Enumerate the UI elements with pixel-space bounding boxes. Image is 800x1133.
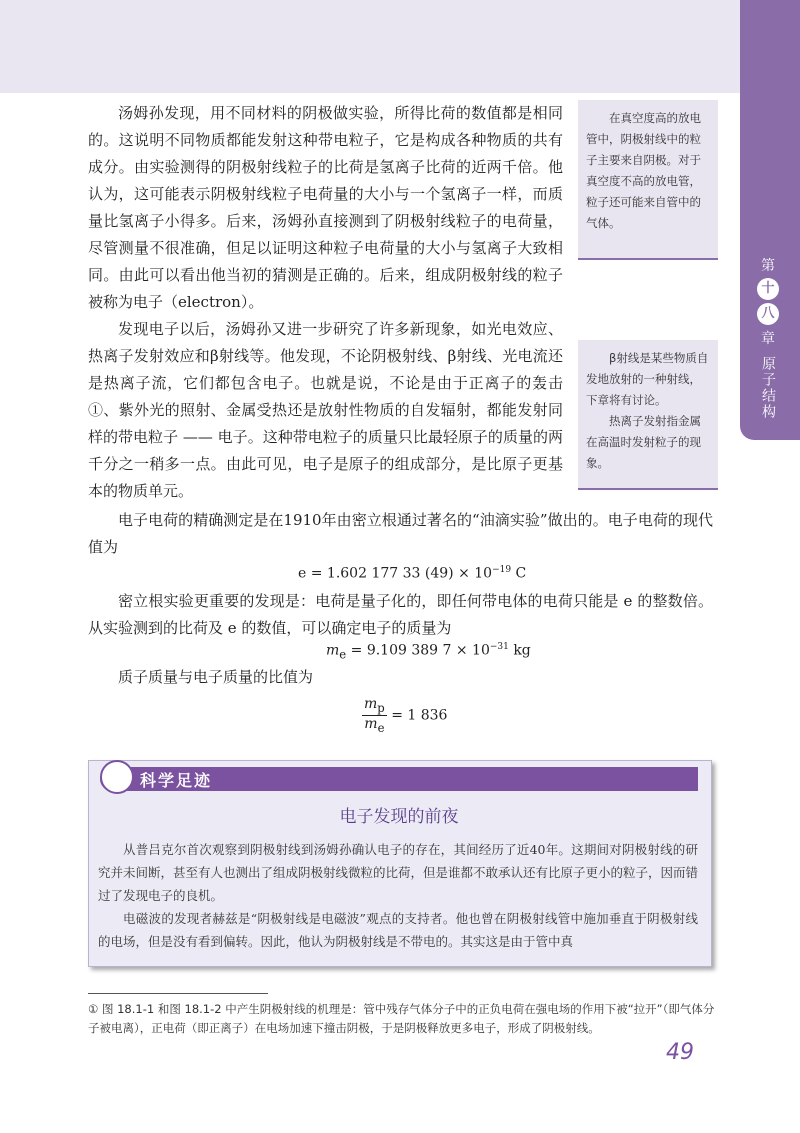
- chapter-title: 原子结构: [760, 356, 776, 420]
- chapter-number-ten: 十: [757, 278, 779, 300]
- footnote: ① 图 18.1-1 和图 18.1-2 中产生阴极射线的机理是：管中残存气体分子中的正负电荷在强电场的作用下被“拉开”（即气体分子被电离），正电荷（即正离子）在电场加速下撞击阴极，于是阴极释放更多电子，形成了阴极射线。: [88, 1002, 715, 1035]
- formula-mass-ratio: $\frac{m_p}{m_e}$ = 1 836: [364, 696, 448, 735]
- paragraph-ratio: 质子质量与电子质量的比值为: [118, 668, 314, 686]
- formula-electron-mass: $m_e = 9.109$ 389 $7 \times 10^{-31}$ kg: [326, 642, 531, 662]
- chapter-zhang: 章: [761, 331, 775, 347]
- paragraph-thomson-discovery: 汤姆孙发现，用不同材料的阴极做实验，所得比荷的数值都是相同的。这说明不同物质都能发射这种带电粒子，它是构成各种物质的共有成分。由实验测得的阴极射线粒子的比荷是氢离子比荷的近两千倍。他认为，这可能表示阴极射线粒子电荷量的大小与一个氢离子一样，而质量比氢离子小得多。后来，汤姆孙直接测到了阴极射线粒子的电荷量，尽管测量不很准确，但足以证明这种粒子电荷量的大小与氢离子大致相同。由此可以看出他当初的猜测是正确的。后来，组成阴极射线的粒子被称为电子（electron）。: [88, 104, 563, 311]
- page-number: 49: [666, 1040, 694, 1065]
- paragraph-millikan: 电子电荷的精确测定是在1910年由密立根通过著名的“油滴实验”做出的。电子电荷的现代值为: [88, 511, 713, 556]
- science-box-title: 电子发现的前夜: [339, 807, 459, 827]
- paragraph-quantized: 密立根实验更重要的发现是：电荷是量子化的，即任何带电体的电荷只能是 e 的整数倍。从实验测到的比荷及 e 的数值，可以确定电子的质量为: [88, 592, 713, 637]
- main-text: [88, 100, 563, 505]
- chapter-di: 第: [761, 258, 775, 274]
- side-note-vacuum: 在真空度高的放电管中，阴极射线中的粒子主要来自阴极。对于真空度不高的放电管，粒子还可能来自管中的气体。: [578, 100, 718, 260]
- paragraph-further-research: 发现电子以后，汤姆孙又进一步研究了许多新现象，如光电效应、热离子发射效应和β射线等。他发现，不论阴极射线、β射线、光电流还是热离子流，它们都包含电子。也就是说，不论是由于正离子的轰击①、紫外光的照射、金属受热还是放射性物质的自发辐射，都能发射同样的带电粒子 —— 电子。这种带电粒子的质量只比最轻原子的质量的两千分之一稍多一点。由此可见，电子是原子的组成部分，是比原子更基本的物质单元。: [88, 320, 563, 500]
- science-box-circle-icon: [100, 760, 134, 794]
- formula-electron-charge: e = 1.602 177 33 $(49) \times 10^{-19}$ C: [298, 565, 527, 582]
- chapter-tab: [740, 0, 800, 440]
- header-band: [0, 0, 740, 93]
- science-box-label: 科学足迹: [140, 771, 213, 790]
- science-box-paragraph: 从普吕克尔首次观察到阴极射线到汤姆孙确认电子的存在，其间经历了近40年。这期间对阴极射线的研究并未间断，甚至有人也测出了组成阴极射线微粒的比荷，但是谁都不敢承认还有比原子更小的粒子，因而错过了发现电子的良机。: [98, 842, 699, 903]
- side-note-beta: β射线是某些物质自发地放射的一种射线，下章将有讨论。 热离子发射指金属在高温时发射粒子的现象。: [578, 340, 718, 490]
- science-box-body: [98, 838, 698, 953]
- science-box-paragraph: 电磁波的发现者赫兹是“阴极射线是电磁波”观点的支持者。他也曾在阴极射线管中施加垂直于阴极射线的电场，但是没有看到偏转。因此，他认为阴极射线是不带电的。其实这是由于管中真: [98, 911, 698, 949]
- chapter-number-eight: 八: [757, 303, 779, 325]
- footnote-divider: [88, 993, 268, 994]
